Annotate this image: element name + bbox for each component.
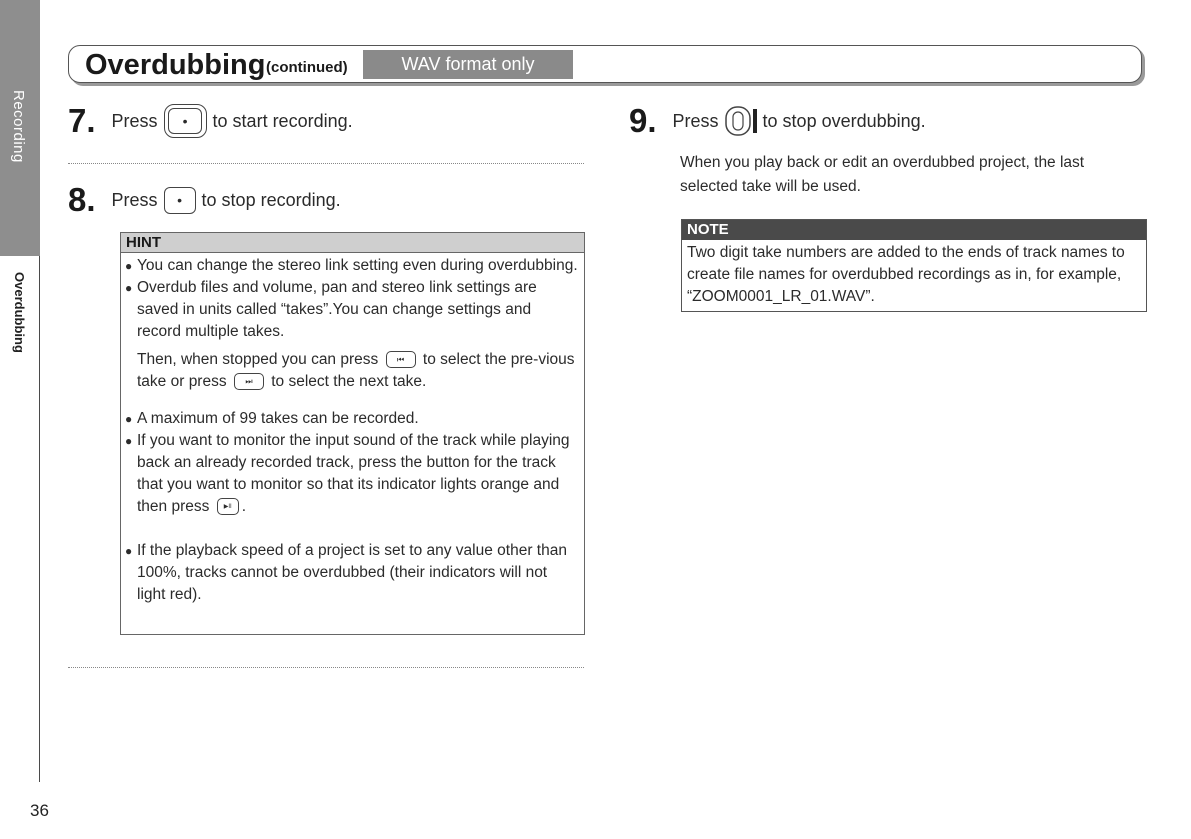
title-bar (68, 45, 1142, 83)
list-item (125, 277, 578, 343)
list-item (125, 430, 578, 518)
step-9-description: When you play back or edit an overdubbed project, the last selected take will be used. (680, 154, 1085, 195)
step-7 (68, 102, 353, 140)
sidebar-label-recording: Recording (10, 90, 27, 163)
bullet-icon: ● (125, 412, 133, 426)
bullet-icon: ● (125, 434, 133, 448)
prev-button-icon: ⏮ (386, 351, 416, 368)
note-box (681, 219, 1147, 312)
hint-header: HINT (121, 233, 584, 253)
divider-dotted (68, 667, 584, 668)
hint-item-4-text: If you want to monitor the input sound of the track while playing back an already recorded track, press the button for the track that you want to monitor so that its indicator lights orange and then press (137, 432, 570, 515)
page-number: 36 (30, 801, 49, 820)
sidebar-divider (39, 256, 40, 782)
menu-knob-icon (725, 106, 759, 136)
hint-then-part1: Then, when stopped you can press (137, 351, 379, 368)
menu-button-icon (725, 106, 759, 136)
step-7-number: 7. (68, 102, 96, 139)
bullet-icon: ● (125, 544, 133, 558)
hint-then-part2: to select the pre-vious take or press (137, 351, 575, 390)
record-dot-icon: • (168, 108, 202, 134)
divider-dotted (68, 163, 584, 164)
stop-button-icon: • (164, 187, 196, 214)
hint-item-1: You can change the stereo link setting even during overdubbing. (137, 257, 578, 274)
bullet-icon: ● (125, 281, 133, 295)
hint-then-part3: to select the next take. (271, 373, 427, 390)
hint-item-4 (137, 430, 578, 518)
sidebar-tab-recording (0, 0, 40, 256)
list-item (125, 540, 578, 606)
step-8-number: 8. (68, 181, 96, 218)
step-8-text: to stop recording. (201, 189, 341, 210)
note-header: NOTE (682, 220, 1146, 240)
step-7-text: to start recording. (212, 110, 353, 131)
step-9 (629, 102, 926, 140)
list-item (125, 408, 578, 430)
hint-item-4-end: . (241, 498, 247, 515)
step-7-press: Press (111, 110, 158, 131)
hint-item-5: If the playback speed of a project is set to any value other than 100%, tracks cannot be overdubbed (their indicators will not light red). (137, 542, 567, 603)
list-item (125, 255, 578, 277)
play-pause-button-icon: ▶II (217, 498, 239, 515)
step-8-press: Press (111, 189, 158, 210)
page-subtitle: (continued) (266, 59, 348, 76)
hint-take-navigation (125, 349, 578, 393)
step-9-number: 9. (629, 102, 657, 139)
step-8 (68, 181, 341, 219)
step-9-text: to stop overdubbing. (762, 110, 926, 131)
hint-box (120, 232, 585, 635)
step-9-press: Press (672, 110, 719, 131)
hint-item-3: A maximum of 99 takes can be recorded. (137, 410, 419, 427)
next-button-icon: ⏭ (234, 373, 264, 390)
hint-item-2: Overdub files and volume, pan and stereo link settings are saved in units called “takes”.You can change settings and record multiple takes. (137, 279, 537, 340)
record-button-icon (164, 104, 207, 138)
format-badge: WAV format only (363, 50, 573, 79)
note-body: Two digit take numbers are added to the ends of track names to create file names for overdubbed recordings as in, for example, “ZOOM0001_LR_01.WAV”. (687, 244, 1125, 305)
sidebar-label-overdubbing: Overdubbing (12, 272, 27, 353)
hint-body (121, 253, 584, 606)
page-title: Overdubbing (85, 49, 266, 81)
bullet-icon: ● (125, 259, 133, 273)
